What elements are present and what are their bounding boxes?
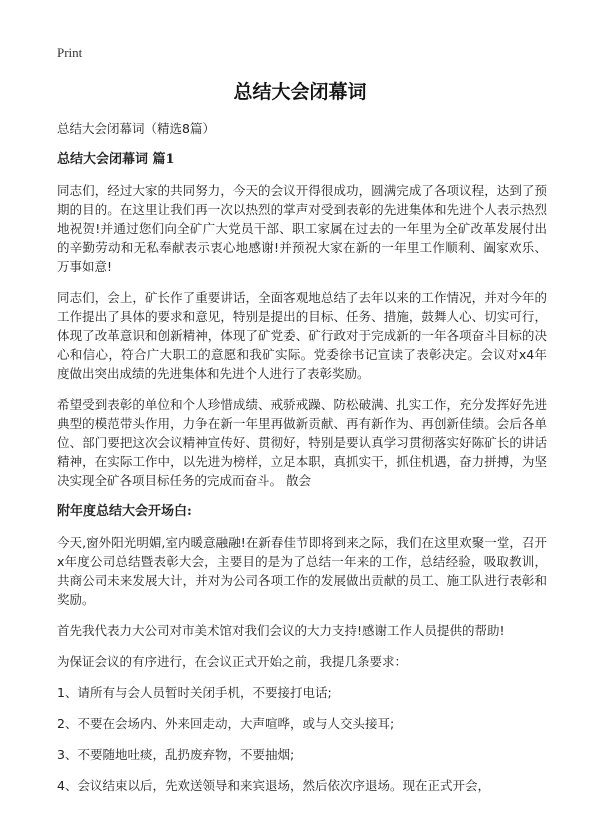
paragraph: 同志们，会上，矿长作了重要讲话，全面客观地总结了去年以来的工作情况，并对今年的工作提出了具体的要求和意见，特别是提出的目标、任务、措施，鼓舞人心、切实可行，体现了改革意识和创新精神，体现了矿党委、矿行政对于完成新的一年各项奋斗目标的决心和信心，符合广大职工的意愿和我矿实际。党委徐书记宣读了表彰决定。会议对x4年度做出突出成绩的先进集体和先进个人进行了表彰奖励。 <box>57 290 547 381</box>
paragraph: 同志们，经过大家的共同努力，今天的会议开得很成功，圆满完成了各项议程，达到了预期的目的。在这里让我们再一次以热烈的掌声对受到表彰的先进集体和先进个人表示热烈地祝贺!并通过您们向全矿广大党员干部、职工家属在过去的一年里为全矿改革发展付出的辛勤劳动和无私奉献表示衷心地感谢!并预祝大家在新的一年里工作顺利、阖家欢乐、万事如意! <box>57 183 547 274</box>
paragraph: 首先我代表力大公司对市美术馆对我们会议的大力支持!感谢工作人员提供的帮助! <box>57 623 505 638</box>
section-heading-1: 总结大会闭幕词 篇1 <box>57 152 175 167</box>
print-link[interactable]: Print <box>57 45 83 60</box>
section-heading-2: 附年度总结大会开场白: <box>57 504 192 519</box>
list-item: 2、不要在会场内、外来回走动，大声喧哗，或与人交头接耳; <box>57 716 395 731</box>
paragraph: 今天,窗外阳光明媚,室内暖意融融!在新春佳节即将到来之际，我们在这里欢聚一堂，召开x年度公司总结暨表彰大会，主要目的是为了总结一年来的工作，总结经验，吸取教训，共商公司未来发展大计，并对为公司各项工作的发展做出贡献的员工、施工队进行表彰和奖励。 <box>57 535 547 607</box>
paragraph: 希望受到表彰的单位和个人珍惜成绩、戒骄戒躁、防松破满、扎实工作，充分发挥好先进典型的模范带头作用，力争在新一年里再做新贡献、再有新作为、再创新佳绩。会后各单位、部门要把这次会议精神宣传好、贯彻好，特别是要认真学习贯彻落实好陈矿长的讲话精神，在实际工作中，以先进为榜样，立足本职，真抓实干，抓住机遇，奋力拼搏，为坚决实现全矿各项目标任务的完成而奋斗。 散会 <box>57 397 547 488</box>
document-body <box>57 119 547 807</box>
document-title: 总结大会闭幕词 <box>233 81 367 103</box>
list-item: 3、不要随地吐痰，乱扔废弃物，不要抽烟; <box>57 747 295 762</box>
document-subtitle: 总结大会闭幕词（精选8篇） <box>57 121 215 136</box>
list-item: 1、请所有与会人员暂时关闭手机，不要接打电话; <box>57 685 332 700</box>
paragraph: 为保证会议的有序进行，在会议正式开始之前，我提几条要求： <box>57 654 408 669</box>
list-item: 4、会议结束以后，先欢送领导和来宾退场，然后依次序退场。现在正式开会， <box>57 778 490 793</box>
